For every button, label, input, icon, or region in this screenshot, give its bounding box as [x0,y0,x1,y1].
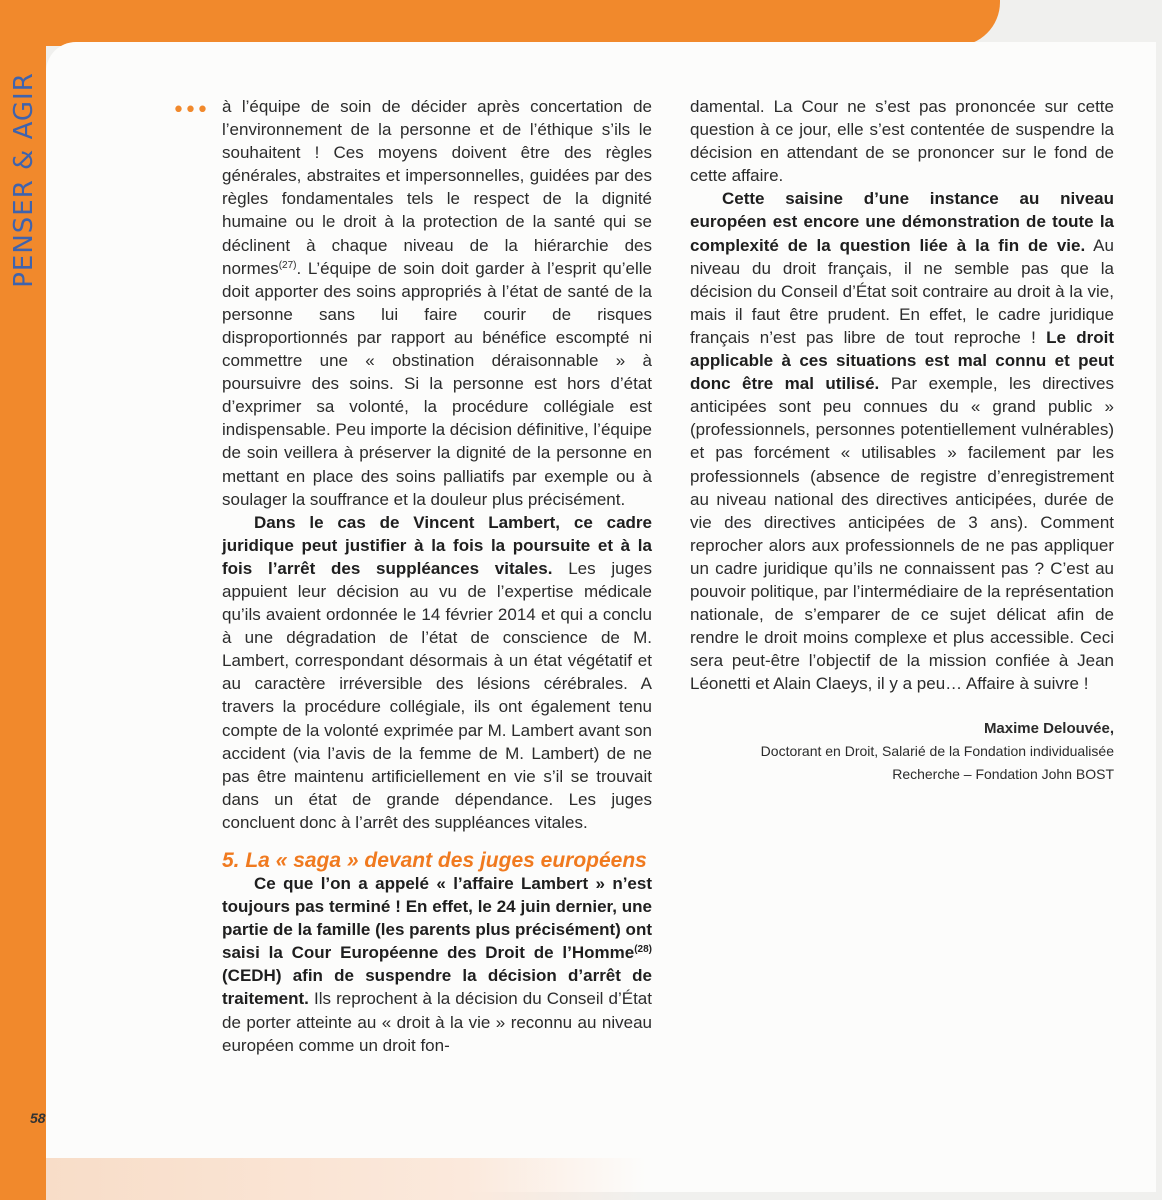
right-paragraph-2-lead: Cette saisine d’une instance au niveau européen est encore une démonstration de toute la complexité de la question liée à la fin de vie. [690,189,1114,255]
left-paragraph-1: à l’équipe de soin de décider après concertation de l’environnement de la personne et de l’éthique s’ils le souhaitent ! Ces moyens doivent être des règles générales, abstraites et impersonnelles, guidées par des règles fondamentales tels le respect de la dignité humaine ou le droit à la protection de la santé qui se déclinent à chaque niveau de la hiérarchie des normes$^{(27)}$. L’équipe de soin doit garder à l’esprit qu’elle doit apporter des soins appropriés à l’état de santé de la personne sans lui faire courir de risques disproportionnés par rapport au bénéfice escompté ni commettre une « obstination déraisonnable » à poursuivre des soins. Si la personne est hors d’état d’exprimer sa volonté, la procédure collégiale est indispensable. Peu importe la décision définitive, l’équipe de soin veillera à préserver la dignité de la personne en mettant en place des soins palliatifs par exemple ou à soulager la souffrance et la douleur plus précisément. [222,97,652,509]
right-paragraph-1: damental. La Cour ne s’est pas prononcée sur cette question à ce jour, elle s’est contentée de suspendre la décision en attendant de se prononcer sur le fond de cette affaire. [690,97,1114,186]
page-number: 58 [30,1110,46,1126]
section-label-container [4,40,44,320]
left-paragraph-3-lead: Ce que l’on a appelé « l’affaire Lambert » n’est toujours pas terminé ! En effet, le 24 juin dernier, une partie de la famille (les parents plus précisément) ont saisi la Cour Européenne des Droit de l’Homme$^{(28)}$ (CEDH) afin de suspendre la décision d’arrêt de traitement. [222,874,652,1009]
author-role-line-2: Recherche – Fondation John BOST [892,766,1114,783]
author-name: Maxime Delouvée, [983,720,1114,738]
section-label: PENSER & AGIR [9,72,40,288]
left-paragraph-2-lead: Dans le cas de Vincent Lambert, ce cadre juridique peut justifier à la fois la poursuite et à la fois l’arrêt des suppléances vitales. [222,512,652,578]
right-paragraph-2-emphasis: Le droit applicable à ces situations est mal connu et peut donc être mal utilisé. [690,327,1114,394]
left-column [222,95,652,1057]
left-paragraph-2: Dans le cas de Vincent Lambert, ce cadre juridique peut justifier à la fois la poursuite et à la fois l’arrêt des suppléances vitales. Les juges appuient leur décision au vu de l’expertise médicale qu’ils avaient ordonnée le 14 février 2014 et qui a conclu à une dégradation de l’état de conscience de M. Lambert, correspondant désormais à un état végétatif et au caractère irréversible des lésions cérébrales. A travers la procédure collégiale, ils ont également tenu compte de la volonté exprimée par M. Lambert avant son accident (via l’avis de la femme de M. Lambert) de ne pas être maintenu artificiellement en vie s’il se trouvait dans un état de grande dépendance. Les juges concluent donc à l’arrêt des suppléances vitales. [222,512,653,832]
section-heading-5: 5. La « saga » devant des juges européens [222,849,647,872]
footnote-ref-28: (28) [634,944,652,956]
right-paragraph-2: Cette saisine d’une instance au niveau européen est encore une démonstration de toute la complexité de la question liée à la fin de vie. Au niveau du droit français, il ne semble pas que la décision du Conseil d’État soit contraire au droit à la vie, mais il faut être prudent. En effet, le cadre juridique français n’est pas libre de tout reproche ! Le droit applicable à ces situations est mal connu et peut donc être mal utilisé. Par exemple, les directives anticipées sont peu connues du « grand public » (professionnels, personnes potentiellement vulnérables) et pas forcément « utilisables » facilement par les professionnels (absence de registre d’enregistrement au niveau national des directives anticipées, durée de vie des directives anticipées de 3 ans). Comment reprocher alors aux professionnels de ne pas appliquer un cadre juridique qu’ils ne connaissent pas ? C’est au pouvoir politique, par l’intermédiaire de la représentation nationale, de s’emparer de ce sujet délicat afin de rendre le droit moins complexe et plus accessible. Ceci sera peut-être l’objectif de la mission confiée à Jean Léonetti et Alain Claeys, il y a peu… Affaire à suivre ! [690,189,1114,694]
right-column [690,95,1114,786]
orange-header-band [0,0,1000,46]
footnote-ref-27: (27) [278,259,297,271]
continuation-dots-icon: ••• [172,98,208,123]
left-paragraph-3: Ce que l’on a appelé « l’affaire Lambert » n’est toujours pas terminé ! En effet, le 24 juin dernier, une partie de la famille (les parents plus précisément) ont saisi la Cour Européenne des Droit de l’Homme$^{(28)}$ (CEDH) afin de suspendre la décision d’arrêt de traitement. Ils reprochent à la décision du Conseil d’État de porter atteinte au « droit à la vie » reconnu au niveau européen comme un droit fon- [222,874,652,1055]
author-role-line-1: Doctorant en Droit, Salarié de la Fondation individualisée [760,743,1114,760]
author-signature [690,717,1114,786]
bottom-tint-strip [46,1158,646,1200]
